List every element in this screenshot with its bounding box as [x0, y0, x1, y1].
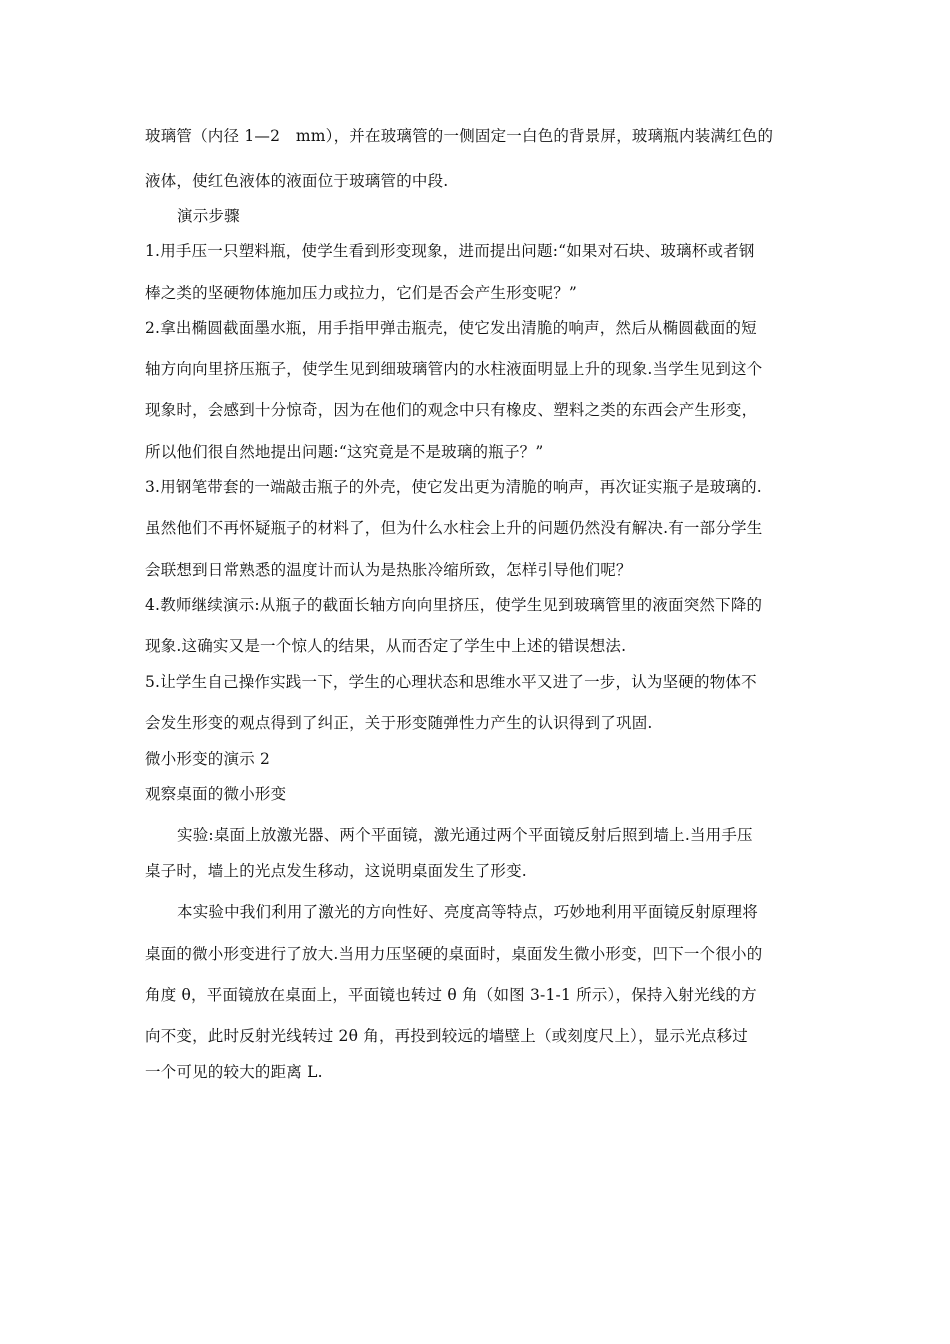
section-heading-demo-steps: 演示步骤 — [177, 207, 240, 225]
section-heading-demo-2: 微小形变的演示 2 — [145, 750, 271, 768]
text-line: 玻璃管（内径 1—2 mm），并在玻璃管的一侧固定一白色的背景屏，玻璃瓶内装满红色的 — [145, 127, 774, 145]
text-line: 桌子时，墙上的光点发生移动，这说明桌面发生了形变. — [145, 862, 527, 880]
text-line: 会联想到日常熟悉的温度计而认为是热胀冷缩所致，怎样引导他们呢？ — [145, 561, 632, 579]
text-line: 一个可见的较大的距离 L. — [145, 1063, 323, 1081]
step-5-line: 5.让学生自己操作实践一下，学生的心理状态和思维水平又进了一步，认为坚硬的物体不 — [145, 673, 757, 691]
text-line: 棒之类的坚硬物体施加压力或拉力，它们是否会产生形变呢？” — [145, 284, 578, 302]
text-line: 向不变，此时反射光线转过 2θ 角，再投到较远的墙壁上（或刻度尺上），显示光点移过 — [145, 1027, 749, 1045]
text-line: 所以他们很自然地提出问题:“这究竟是不是玻璃的瓶子？” — [145, 443, 544, 461]
text-line: 角度 θ，平面镜放在桌面上，平面镜也转过 θ 角（如图 3-1-1 所示），保持入射光线的方 — [145, 986, 757, 1004]
step-3-line: 3.用钢笔带套的一端敲击瓶子的外壳，使它发出更为清脆的响声，再次证实瓶子是玻璃的. — [145, 478, 762, 496]
text-line: 会发生形变的观点得到了纠正，关于形变随弹性力产生的认识得到了巩固. — [145, 714, 653, 732]
step-2-line: 2.拿出椭圆截面墨水瓶，用手指甲弹击瓶壳，使它发出清脆的响声，然后从椭圆截面的短 — [145, 319, 757, 337]
text-line: 桌面的微小形变进行了放大.当用力压坚硬的桌面时，桌面发生微小形变，凹下一个很小的 — [145, 945, 763, 963]
experiment-paragraph-line: 实验:桌面上放激光器、两个平面镜，激光通过两个平面镜反射后照到墙上.当用手压 — [177, 826, 753, 844]
text-line: 液体，使红色液体的液面位于玻璃管的中段. — [145, 172, 449, 190]
step-4-line: 4.教师继续演示:从瓶子的截面长轴方向向里挤压，使学生见到玻璃管里的液面突然下降的 — [145, 596, 763, 614]
text-line: 现象.这确实又是一个惊人的结果，从而否定了学生中上述的错误想法. — [145, 637, 627, 655]
step-1-line: 1.用手压一只塑料瓶，使学生看到形变现象，进而提出问题:“如果对石块、玻璃杯或者钢 — [145, 242, 755, 260]
text-line: 现象时，会感到十分惊奇，因为在他们的观念中只有橡皮、塑料之类的东西会产生形变， — [145, 401, 758, 419]
text-line: 虽然他们不再怀疑瓶子的材料了，但为什么水柱会上升的问题仍然没有解决.有一部分学生 — [145, 519, 763, 537]
principle-paragraph-line: 本实验中我们利用了激光的方向性好、亮度高等特点，巧妙地利用平面镜反射原理将 — [177, 903, 758, 921]
section-heading-observe: 观察桌面的微小形变 — [145, 785, 287, 803]
text-line: 轴方向向里挤压瓶子，使学生见到细玻璃管内的水柱液面明显上升的现象.当学生见到这个 — [145, 360, 763, 378]
